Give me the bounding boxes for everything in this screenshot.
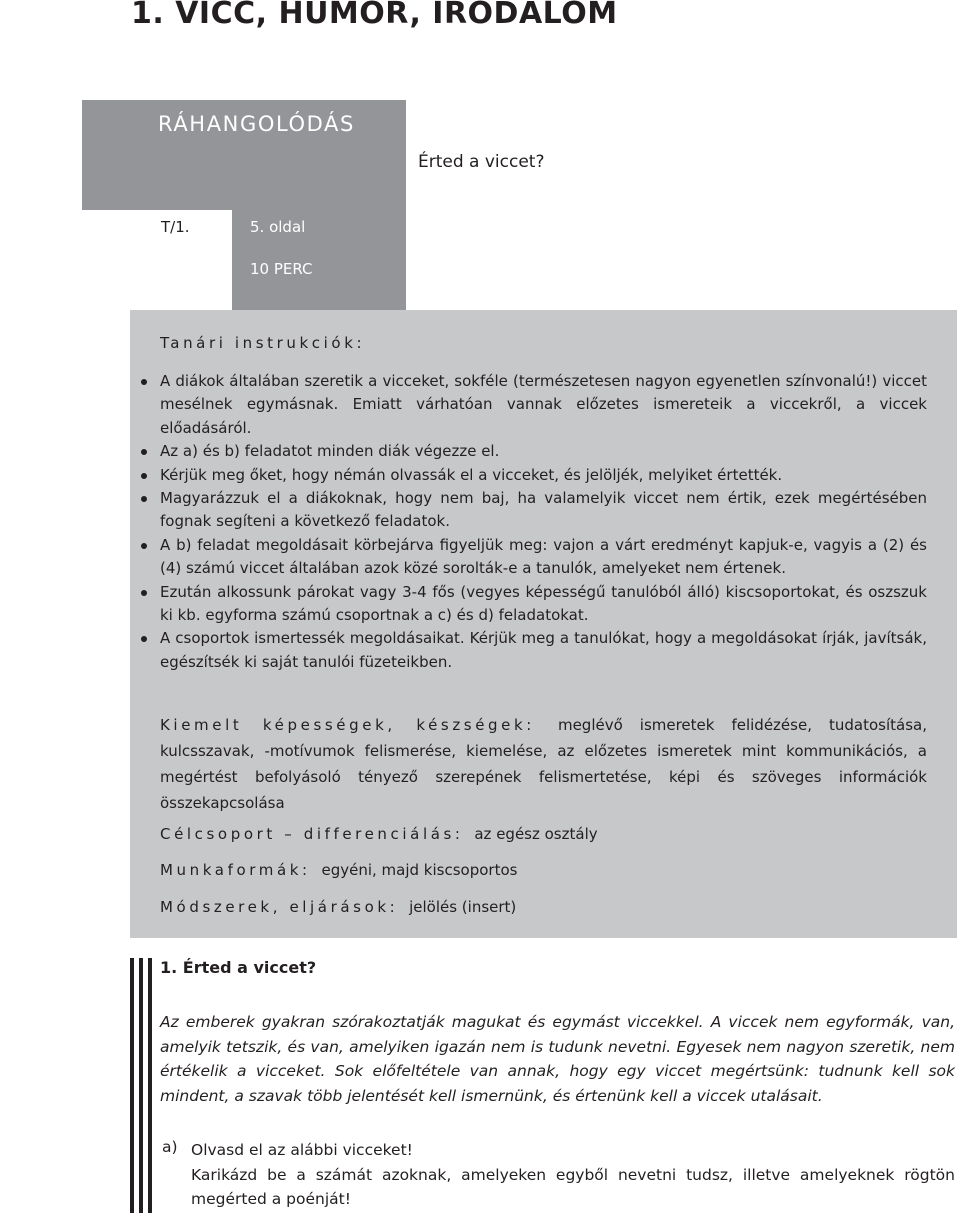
target-group-text: az egész osztály [474,825,598,843]
workform-line [160,861,517,879]
task-code: T/1. [161,218,190,236]
instruction-item: Magyarázzuk el a diákoknak, hogy nem baj, ha valamelyik viccet nem értik, ezek megértésében fognak segíteni a következő feladatok. [137,487,927,534]
task-title: 1. Érted a viccet? [160,958,317,977]
instructions-heading: Tanári instrukciók: [160,334,366,352]
workform-label: Munkaformák: [160,861,311,879]
skills-block [160,712,927,816]
instruction-item: A diákok általában szeretik a vicceket, sokféle (természetesen nagyon egyenetlen színvonalú!) viccet mesélnek egymásnak. Emiatt várhatóan vannak előzetes ismereteik a viccekről, a viccek előadásáról. [137,370,927,440]
instruction-item: Kérjük meg őket, hogy némán olvassák el a vicceket, és jelöljék, melyiket értették. [137,464,927,487]
subtask-line: Karikázd be a számát azoknak, amelyeken egyből nevetni tudsz, illetve amelyeknek rögtön megérted a poénját! [191,1165,955,1208]
instruction-item: A csoportok ismertessék megoldásaikat. Kérjük meg a tanulókat, hogy a megoldásokat írják, javítsák, egészítsék ki saját tanulói füzeteikben. [137,627,927,674]
chapter-title: 1. VICC, HUMOR, IRODALOM [131,0,618,31]
skills-label: Kiemelt képességek, készségek: [160,716,535,734]
methods-text: jelölés (insert) [409,898,517,916]
margin-rule [139,958,143,1213]
subtask-line: Olvasd el az alábbi vicceket! [191,1141,413,1159]
page-reference: 5. oldal [250,218,306,236]
instruction-list [137,370,927,674]
instruction-item: A b) feladat megoldásait körbejárva figyeljük meg: vajon a várt eredményt kapjuk-e, vagyis a (2) és (4) számú viccet általában azok közé sorolták-e a tanulók, amelyeket nem értenek. [137,534,927,581]
target-group-line [160,825,598,843]
skills-text: meglévő ismeretek felidézése, tudatosítása, kulcsszavak, -motívumok felismerése, kiemelése, az előzetes ismeretek mint kommunikációs, a megértést befolyásoló tényező szerepének felismertetése, képi és szöveges információk összekapcsolása [160,716,927,812]
methods-line [160,898,516,916]
time-estimate: 10 PERC [250,260,313,278]
task-intro: Az emberek gyakran szórakoztatják magukat és egymást viccekkel. A viccek nem egyformák, van, amelyik tetszik, és van, amelyiken igazán nem is tudunk nevetni. Egyesek nem nagyon szeretik, nem értékelik a vicceket. Sok előfeltétele van annak, hogy egy viccet megértsünk: tudnunk kell sok mindent, a szavak több jelentését kell ismernünk, és értenünk kell a viccek utalásait. [160,1013,955,1105]
margin-rule [148,958,152,1213]
subtask-text [191,1138,955,1212]
section-subtitle: Érted a viccet? [418,152,545,172]
section-label: RÁHANGOLÓDÁS [158,112,355,136]
instruction-item: Az a) és b) feladatot minden diák végezze el. [137,440,927,463]
subtask-label: a) [162,1138,178,1156]
margin-rule [130,958,134,1213]
target-group-label: Célcsoport – differenciálás: [160,825,464,843]
instruction-item: Ezután alkossunk párokat vagy 3-4 fős (vegyes képességű tanulóból álló) kiscsoportokat, és oszszuk ki kb. egyforma számú csoportnak a c) és d) feladatokat. [137,581,927,628]
workform-text: egyéni, majd kiscsoportos [321,861,518,879]
methods-label: Módszerek, eljárások: [160,898,399,916]
